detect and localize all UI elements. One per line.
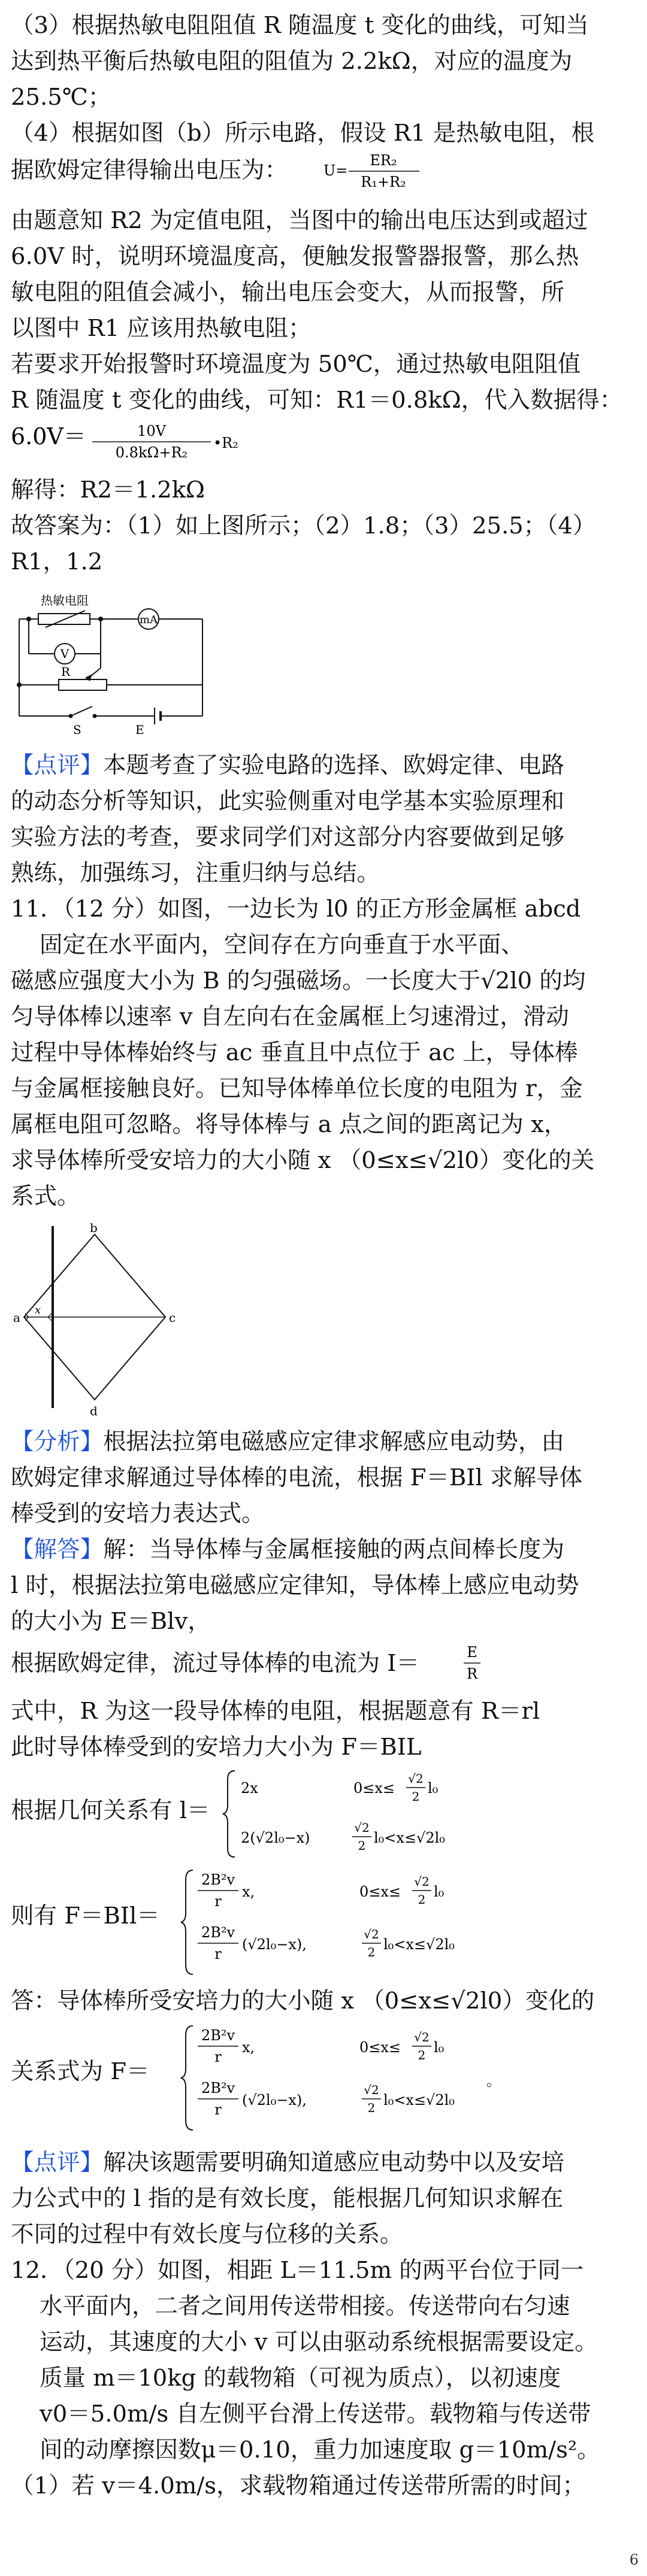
text-line: 不同的过程中有效长度与位移的关系。 [11, 2221, 403, 2248]
formula-lhs: 6.0V＝ [11, 423, 86, 450]
case1-cond-num: √2 [408, 1771, 424, 1786]
brace [181, 1870, 193, 1974]
case1-tail: x, [242, 2039, 255, 2056]
text-line: R1，1.2 [11, 548, 103, 575]
vertex-d-label: d [90, 1404, 98, 1418]
text-line: 故答案为：（1）如上图所示；（2）1.8；（3）25.5；（4） [11, 512, 596, 539]
comment-line [11, 748, 636, 783]
case1-num: 2B²v [201, 2027, 235, 2044]
case2-cond-num: √2 [354, 1821, 370, 1835]
brace [181, 2026, 193, 2130]
case2-cond-den: 2 [367, 1945, 376, 1959]
text-line: 以图中 R1 应该用热敏电阻； [11, 315, 312, 342]
text-line: 的大小为 E＝Blv， [11, 1608, 211, 1635]
voltmeter-label: V [60, 647, 69, 661]
case1-cond: 0≤x≤ [353, 1780, 395, 1797]
text-span: 则有 F＝BIl＝ [11, 1903, 160, 1929]
case1-cond-num: √2 [414, 2030, 430, 2044]
formula-numerator: 10V [137, 423, 166, 439]
piecewise-length [222, 1766, 581, 1862]
case2-cond-den: 2 [358, 1838, 366, 1853]
case2-den: r [214, 2101, 222, 2118]
formula-denominator: 0.8kΩ+R₂ [115, 444, 188, 461]
text-line: 式中，R 为这一段导体棒的电阻，根据题意有 R＝rl [11, 1698, 540, 1725]
text-line: 25.5℃； [11, 84, 111, 111]
analysis-line [11, 1425, 636, 1460]
case1-cond-den: 2 [418, 1892, 426, 1907]
text-line: 求导体棒所受安培力的大小随 x （0≤x≤√2l0）变化的关 [11, 1147, 595, 1174]
ammeter-label: mA [139, 614, 158, 626]
text-span: 解决该题需要明确知道感应电动势中以及安培 [103, 2149, 565, 2176]
case1-expr: 2x [241, 1780, 258, 1797]
text-line: 敏电阻的阻值会减小，输出电压会变大，从而报警，所 [11, 279, 565, 306]
case2-den: r [214, 1946, 222, 1962]
text-line: （4）根据如图（b）所示电路，假设 R1 是热敏电阻，根 [11, 120, 595, 147]
resistor-label: R [61, 665, 71, 679]
text-line [11, 1646, 636, 1681]
text-line: 系式。 [11, 1183, 80, 1210]
case2-cond-num: √2 [364, 1927, 379, 1941]
page-number: 6 [629, 2551, 639, 2568]
case1-cond-den: 2 [418, 2048, 426, 2062]
question-title: 11．（12 分）如图，一边长为 l0 的正方形金属框 abcd [11, 896, 581, 923]
distance-x-label: x [35, 1304, 41, 1316]
text-line: 达到热平衡后热敏电阻的阻值为 2.2kΩ，对应的温度为 [11, 48, 573, 75]
text-line: 熟练，加强练习，注重归纳与总结。 [11, 860, 380, 887]
case2-cond-tail: l₀<x≤√2l₀ [374, 1829, 445, 1846]
text-line: 水平面内，二者之间用传送带相接。传送带向右匀速 [40, 2293, 570, 2320]
formula-substitution [11, 419, 262, 467]
case2-num: 2B²v [201, 2080, 235, 2096]
case2-expr: 2(√2l₀−x) [241, 1829, 310, 1846]
text-line: 固定在水平面内，空间存在方向垂直于水平面、 [40, 932, 524, 958]
question-title: 12．（20 分）如图，相距 L＝11.5m 的两平台位于同一 [11, 2257, 584, 2284]
brace [223, 1771, 235, 1857]
text-span: 本题考查了实验电路的选择、欧姆定律、电路 [103, 752, 565, 779]
vertex-a-label: a [13, 1310, 20, 1325]
piecewise-answer [180, 2021, 587, 2135]
text-line: 运动，其速度的大小 v 可以由驱动系统根据需要设定。 [40, 2329, 598, 2356]
text-line: （1）若 v＝4.0m/s，求载物箱通过传送带所需的时间； [11, 2472, 585, 2499]
fraction-den: R [466, 1665, 478, 1682]
answer-line: 答：导体棒所受安培力的大小随 x （0≤x≤√2l0）变化的 [11, 1988, 595, 2014]
case2-cond-tail: l₀<x≤√2l₀ [383, 1936, 455, 1953]
comment-tag: 【点评】 [11, 2149, 104, 2176]
text-line: 属框电阻可忽略。将导体棒与 a 点之间的距离记为 x， [11, 1111, 567, 1138]
case1-den: r [214, 2049, 222, 2065]
text-line: 此时导体棒受到的安培力大小为 F＝BIL [11, 1734, 422, 1761]
formula-rhs: •R₂ [213, 435, 238, 451]
text-span: 关系式为 F＝ [11, 2058, 150, 2085]
circuit-diagram [11, 583, 214, 739]
formula-numerator: ER₂ [370, 152, 397, 169]
case2-num: 2B²v [201, 1924, 235, 1941]
text-line: 质量 m＝10kg 的载物箱（可视为质点），以初速度 [40, 2365, 561, 2392]
text-line: 棒受到的安培力表达式。 [11, 1500, 265, 1527]
text-line: 与金属框接触良好。已知导体棒单位长度的电阻为 r，金 [11, 1075, 583, 1102]
text-line: l 时，根据法拉第电磁感应定律知，导体棒上感应电动势 [11, 1572, 579, 1599]
piecewise-force [180, 1865, 563, 1979]
case2-tail: (√2l₀−x), [242, 1936, 307, 1953]
formula-output-voltage [324, 147, 443, 195]
vertex-c-label: c [169, 1310, 176, 1325]
formula-denominator: R₁+R₂ [361, 174, 406, 190]
case1-cond: 0≤x≤ [359, 1883, 401, 1900]
answer-end-mark: 。 [486, 2073, 501, 2089]
case1-tail: x, [242, 1883, 255, 1900]
case2-tail: (√2l₀−x), [242, 2092, 307, 2108]
case1-den: r [214, 1893, 222, 1910]
text-span: 解：当导体棒与金属框接触的两点间棒长度为 [103, 1536, 565, 1563]
text-line: 的动态分析等知识，此实验侧重对电学基本实验原理和 [11, 788, 565, 815]
current-fraction [461, 1639, 485, 1687]
text-line: 磁感应强度大小为 B 的匀强磁场。一长度大于√2l0 的均 [11, 967, 586, 994]
text-span: 根据法拉第电磁感应定律求解感应电动势，由 [103, 1428, 565, 1455]
thermistor-label: 热敏电阻 [41, 593, 89, 608]
vertex-b-label: b [90, 1221, 98, 1235]
case1-cond-tail: l₀ [434, 2039, 445, 2056]
solution-line [11, 1533, 636, 1567]
text-line: 6.0V 时，说明环境温度高，便触发报警器报警，那么热 [11, 243, 579, 270]
text-line: 力公式中的 l 指的是有效长度，能根据几何知识求解在 [11, 2185, 564, 2212]
text-line: 过程中导体棒始终与 ac 垂直且中点位于 ac 上，导体棒 [11, 1039, 578, 1066]
case1-cond-den: 2 [412, 1789, 420, 1804]
text-line: 欧姆定律求解通过导体棒的电流，根据 F＝BIl 求解导体 [11, 1464, 583, 1491]
switch-label: S [73, 723, 81, 737]
text-line: R 随温度 t 变化的曲线，可知：R1＝0.8kΩ，代入数据得： [11, 387, 623, 414]
text-line: 由题意知 R2 为定值电阻，当图中的输出电压达到或超过 [11, 207, 588, 234]
fraction-num: E [467, 1644, 477, 1661]
text-line: 解得：R2＝1.2kΩ [11, 477, 205, 503]
case1-cond-num: √2 [414, 1874, 430, 1889]
case1-cond: 0≤x≤ [359, 2039, 401, 2056]
comment-line [11, 2146, 636, 2180]
analysis-tag: 【分析】 [11, 1428, 104, 1455]
text-line: v0＝5.0m/s 自左侧平台滑上传送带。载物箱与传送带 [40, 2401, 591, 2428]
case1-cond-tail: l₀ [428, 1780, 439, 1797]
text-span: 根据几何关系有 l＝ [11, 1797, 210, 1824]
text-span: 根据欧姆定律，流过导体棒的电流为 I＝ [11, 1650, 419, 1677]
text-span: 据欧姆定律得输出电压为： [11, 157, 288, 184]
text-line: 若要求开始报警时环境温度为 50℃，通过热敏电阻阻值 [11, 351, 581, 378]
text-line: 匀导体棒以速率 v 自左向右在金属框上匀速滑过，滑动 [11, 1003, 569, 1030]
text-line: 间的动摩擦因数μ＝0.10，重力加速度取 g＝10m/s²。 [40, 2437, 600, 2463]
case2-cond-den: 2 [367, 2101, 376, 2115]
text-line: （3）根据热敏电阻阻值 R 随温度 t 变化的曲线，可知当 [11, 12, 589, 39]
case1-cond-tail: l₀ [434, 1883, 445, 1900]
text-line: 实验方法的考查，要求同学们对这部分内容要做到足够 [11, 824, 565, 851]
case2-cond-tail: l₀<x≤√2l₀ [383, 2092, 455, 2108]
case2-cond-num: √2 [364, 2083, 379, 2097]
formula-lhs: U= [324, 162, 348, 179]
comment-tag: 【点评】 [11, 752, 104, 779]
source-label: E [135, 723, 144, 737]
solution-tag: 【解答】 [11, 1536, 104, 1563]
case1-num: 2B²v [201, 1871, 235, 1888]
square-frame-figure [11, 1221, 191, 1419]
